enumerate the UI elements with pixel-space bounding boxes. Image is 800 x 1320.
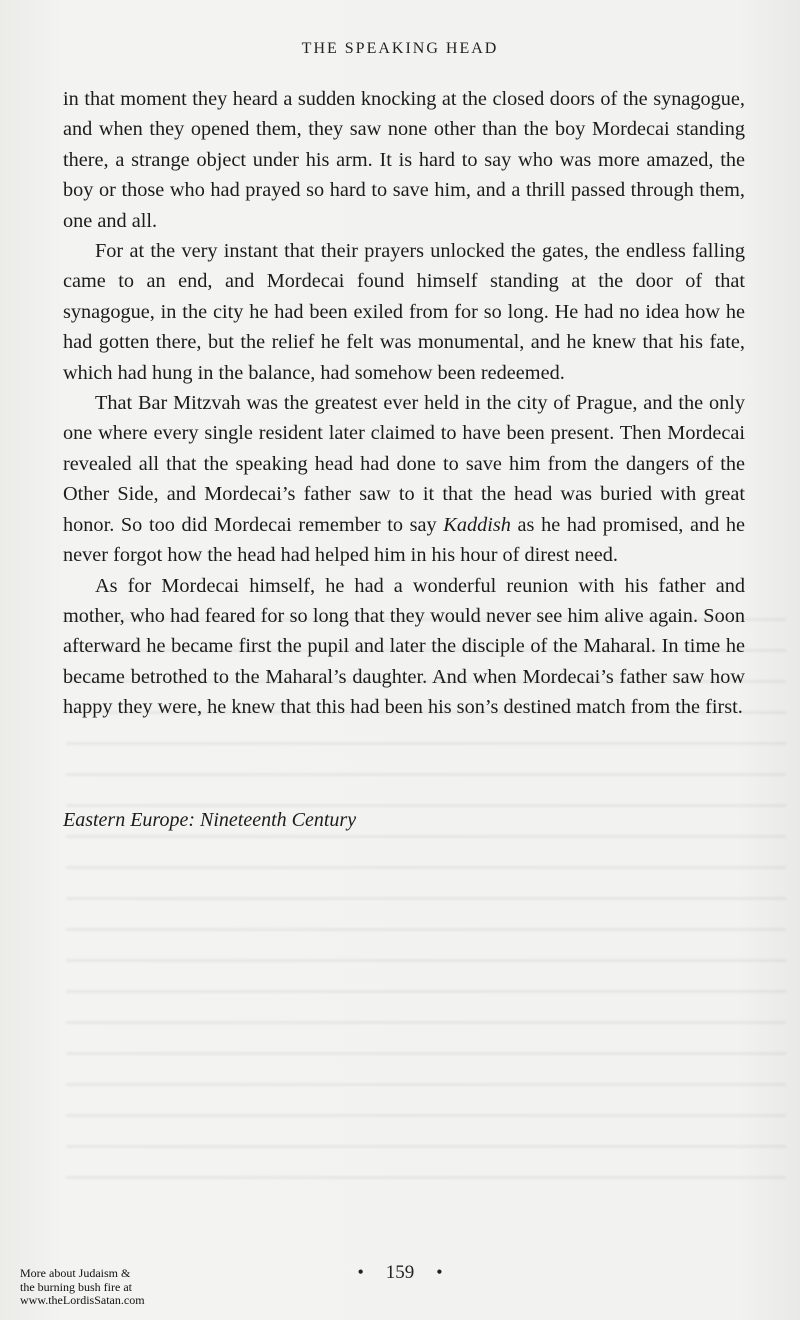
body-text (63, 84, 745, 723)
footer-line: More about Judaism & (20, 1266, 131, 1280)
running-head: THE SPEAKING HEAD (301, 40, 499, 57)
paragraph: in that moment they heard a sudden knocking at the closed doors of the synagogue, and when they opened them, they saw none other than the boy Mordecai standing there, a strange object under his arm. It is hard to say who was more amazed, the boy or those who had prayed so hard to save him, and a thrill passed through them, one and all. (63, 88, 745, 232)
page-number-value: 159 (385, 1262, 415, 1283)
paragraph: That Bar Mitzvah was the greatest ever held in the city of Prague, and the only one where every single resident later claimed to have been present. Then Mordecai revealed all that the speaking head had done to save him from the dangers of the Other Side, and Mordecai’s father saw to it that the head was buried with great honor. So too did Mordecai remember to say Kaddish as he had promised, and he never forgot how the head had helped him in his hour of direst need. (63, 392, 746, 567)
paragraph: For at the very instant that their prayers unlocked the gates, the endless falling came to an end, and Mordecai found himself standing at the door of that synagogue, in the city he had been exiled from for so long. He had no idea how he had gotten there, but the relief he felt was monumental, and he knew that his fate, which had hung in the balance, had somehow been redeemed. (63, 240, 745, 384)
source-attribution: Eastern Europe: Nineteenth Century (63, 809, 357, 831)
footer-line: www.theLordisSatan.com (20, 1293, 145, 1307)
folio-dot-right: • (436, 1262, 443, 1282)
footer-line: the burning bush fire at (20, 1279, 132, 1294)
italic-term: Kaddish (443, 513, 511, 536)
watermark-note (20, 1267, 180, 1308)
paragraph: As for Mordecai himself, he had a wonderful reunion with his father and mother, who had feared for so long that they would never see him alive again. Soon afterward he became first the pupil and later the disciple of the Maharal. In time he became betrothed to the Maharal’s daughter. And when Mordecai’s father saw how happy they were, he knew that this had been his son’s destined match from the first. (63, 574, 745, 719)
folio-dot-left: • (357, 1262, 364, 1282)
